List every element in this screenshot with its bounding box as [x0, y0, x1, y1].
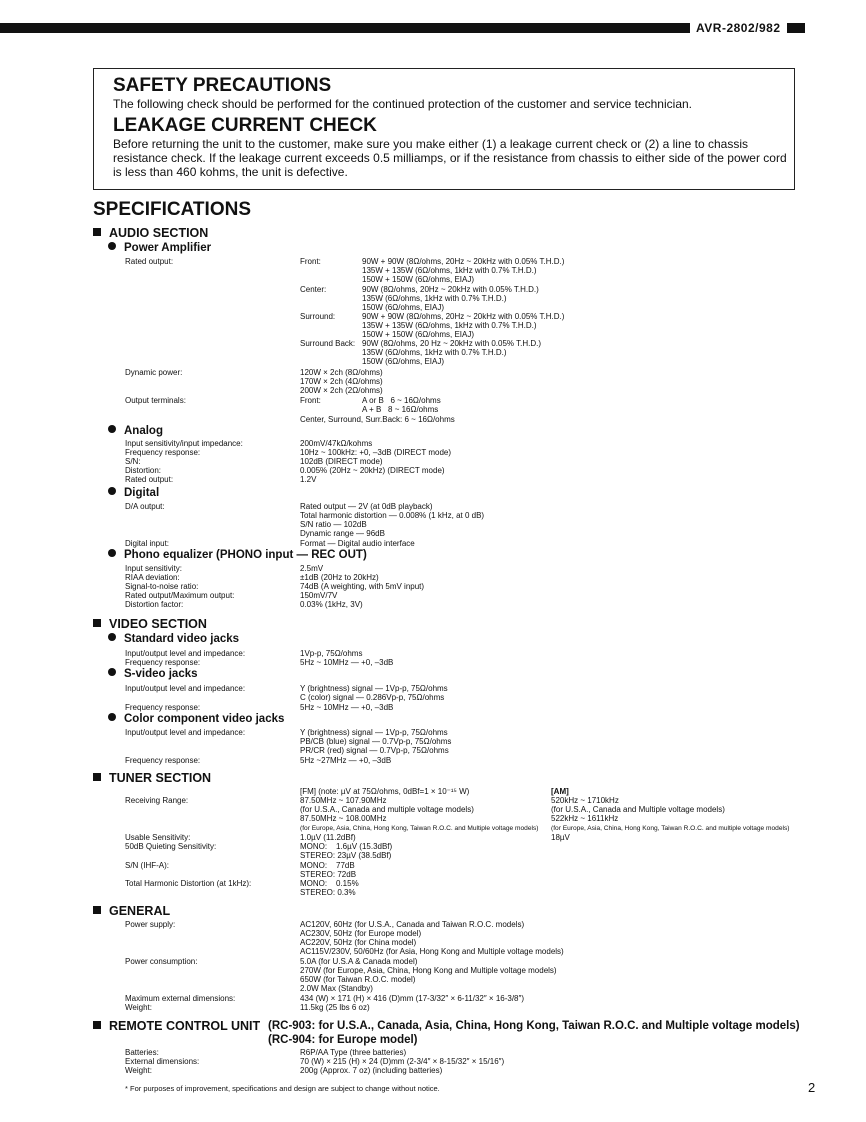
comp-freq-value: 5Hz ~27MHz — +0, –3dB	[300, 756, 392, 765]
square-bullet-icon	[93, 228, 101, 236]
analog-label-1: Input sensitivity/input impedance:	[125, 439, 243, 448]
sn-stereo: STEREO: 72dB	[300, 870, 357, 879]
fm-range-2: (for U.S.A., Canada and multiple voltage models)	[300, 805, 474, 814]
fm-range-1: 87.50MHz ~ 107.90MHz	[300, 796, 387, 805]
round-bullet-icon	[108, 425, 116, 433]
thd-stereo: STEREO: 0.3%	[300, 888, 356, 897]
safety-text: The following check should be performed for the continued protection of the customer and service technician.	[113, 97, 692, 111]
surround-line-1: 90W + 90W (8Ω/ohms, 20Hz ~ 20kHz with 0.05% T.H.D.)	[362, 312, 565, 321]
leakage-title: LEAKAGE CURRENT CHECK	[113, 115, 377, 136]
specifications-title: SPECIFICATIONS	[93, 199, 251, 220]
std-io-label: Input/output level and impedance:	[125, 649, 246, 658]
phono-value-3: 74dB (A weighting, with 5mV input)	[300, 582, 425, 591]
surround-back-line-2: 135W (6Ω/ohms, 1kHz with 0.7% T.H.D.)	[362, 348, 507, 357]
dynamic-line-3: 200W × 2ch (2Ω/ohms)	[300, 386, 383, 395]
center-line-2: 135W (6Ω/ohms, 1kHz with 0.7% T.H.D.)	[362, 294, 507, 303]
analog-value-4: 0.005% (20Hz ~ 20kHz) (DIRECT mode)	[300, 466, 445, 475]
surround-back-label: Surround Back:	[300, 339, 356, 348]
dynamic-power-label: Dynamic power:	[125, 368, 183, 377]
dimensions-value: 434 (W) × 171 (H) × 416 (D)mm (17-3/32″ × 6-11/32″ × 16-3/8″)	[300, 994, 524, 1003]
general-section-heading: GENERAL	[93, 904, 170, 918]
header-bar-tail	[787, 23, 805, 33]
consumption-line-1: 5.0A (for U.S.A & Canada model)	[300, 957, 418, 966]
remote-value-3: 200g (Approx. 7 oz) (including batteries)	[300, 1066, 443, 1075]
square-bullet-icon	[93, 1021, 101, 1029]
component-video-heading: Color component video jacks	[108, 713, 284, 726]
fm-range-note: (for Europe, Asia, China, Hong Kong, Taiwan R.O.C. and Multiple voltage models)	[300, 825, 539, 832]
analog-label-3: S/N:	[125, 457, 141, 466]
std-freq-label: Frequency response:	[125, 658, 201, 667]
da-output-label: D/A output:	[125, 502, 165, 511]
phono-value-2: ±1dB (20Hz to 20kHz)	[300, 573, 379, 582]
comp-io-1: Y (brightness) signal — 1Vp-p, 75Ω/ohms	[300, 728, 448, 737]
thd-label: Total Harmonic Distortion (at 1kHz):	[125, 879, 252, 888]
am-range-1: 520kHz ~ 1710kHz	[551, 796, 619, 805]
phono-value-1: 2.5mV	[300, 564, 324, 573]
center-label: Center:	[300, 285, 327, 294]
da-line-2: Total harmonic distortion — 0.008% (1 kHz, at 0 dB)	[300, 511, 485, 520]
svideo-io-1: Y (brightness) signal — 1Vp-p, 75Ω/ohms	[300, 684, 448, 693]
leakage-text: Before returning the unit to the customer, make sure you make either (1) a leakage current check or (2) a line to chassis resistance check. If the leakage current exceeds 0.5 milliamps, or if the resistance from chassis to either side of the power cord is less than 460 kohms, the unit is defective.	[113, 137, 787, 179]
quieting-label: 50dB Quieting Sensitivity:	[125, 842, 217, 851]
center-line-1: 90W (8Ω/ohms, 20Hz ~ 20kHz with 0.05% T.H.D.)	[362, 285, 539, 294]
am-heading: [AM]	[551, 787, 569, 796]
phono-label-1: Input sensitivity:	[125, 564, 182, 573]
svideo-io-label: Input/output level and impedance:	[125, 684, 246, 693]
weight-value: 11.5kg (25 lbs 6 oz)	[300, 1003, 370, 1012]
quieting-stereo: STEREO: 23µV (38.5dBf)	[300, 851, 392, 860]
analog-label-2: Frequency response:	[125, 448, 201, 457]
power-supply-label: Power supply:	[125, 920, 176, 929]
usable-am: 18µV	[551, 833, 570, 842]
surround-back-line-1: 90W (8Ω/ohms, 20 Hz ~ 20kHz with 0.05% T.H.D.)	[362, 339, 542, 348]
analog-label-5: Rated output:	[125, 475, 174, 484]
power-consumption-label: Power consumption:	[125, 957, 198, 966]
analog-label-4: Distortion:	[125, 466, 162, 475]
remote-model-1: (RC-903: for U.S.A., Canada, Asia, China, Hong Kong, Taiwan R.O.C. and Multiple voltage models)	[268, 1020, 800, 1032]
digital-input-label: Digital input:	[125, 539, 170, 548]
tuner-section-heading: TUNER SECTION	[93, 771, 211, 785]
surround-line-2: 135W + 135W (6Ω/ohms, 1kHz with 0.7% T.H.D.)	[362, 321, 537, 330]
svideo-freq-label: Frequency response:	[125, 703, 201, 712]
sn-label: S/N (IHF-A):	[125, 861, 169, 870]
remote-section-heading: REMOTE CONTROL UNIT	[93, 1019, 260, 1033]
footnote: * For purposes of improvement, specifications and design are subject to change without notice.	[125, 1084, 440, 1093]
analog-value-5: 1.2V	[300, 475, 317, 484]
usable-fm: 1.0µV (11.2dBf)	[300, 833, 356, 842]
consumption-line-4: 2.0W Max (Standby)	[300, 984, 373, 993]
std-freq-value: 5Hz ~ 10MHz — +0, –3dB	[300, 658, 394, 667]
remote-value-2: 70 (W) × 215 (H) × 24 (D)mm (2-3/4″ × 8-15/32″ × 15/16″)	[300, 1057, 505, 1066]
digital-heading: Digital	[108, 487, 159, 500]
header-model: AVR-2802/982	[696, 21, 781, 35]
fm-range-3: 87.50MHz ~ 108.00MHz	[300, 814, 387, 823]
analog-value-2: 10Hz ~ 100kHz: +0, –3dB (DIRECT mode)	[300, 448, 452, 457]
page-number: 2	[808, 1080, 816, 1095]
svideo-freq-value: 5Hz ~ 10MHz — +0, –3dB	[300, 703, 394, 712]
quieting-mono: MONO: 1.6µV (15.3dBf)	[300, 842, 393, 851]
video-section-heading: VIDEO SECTION	[93, 617, 207, 631]
round-bullet-icon	[108, 487, 116, 495]
safety-box	[93, 68, 795, 190]
front-label: Front:	[300, 257, 321, 266]
comp-freq-label: Frequency response:	[125, 756, 201, 765]
remote-label-1: Batteries:	[125, 1048, 159, 1057]
sn-mono: MONO: 77dB	[300, 861, 355, 870]
am-range-2: (for U.S.A., Canada and Multiple voltage models)	[551, 805, 725, 814]
remote-model-2: (RC-904: for Europe model)	[268, 1034, 418, 1046]
da-line-4: Dynamic range — 96dB	[300, 529, 385, 538]
fm-heading: [FM] (note: µV at 75Ω/ohms, 0dBf=1 × 10⁻¹⁵ W)	[300, 787, 470, 796]
analog-value-1: 200mV/47kΩ/kohms	[300, 439, 373, 448]
phono-label-4: Rated output/Maximum output:	[125, 591, 235, 600]
usable-sensitivity-label: Usable Sensitivity:	[125, 833, 191, 842]
std-io-value: 1Vp-p, 75Ω/ohms	[300, 649, 363, 658]
phono-heading: Phono equalizer (PHONO input — REC OUT)	[108, 549, 367, 562]
header-bar	[0, 23, 690, 33]
terminal-front-label: Front:	[300, 396, 321, 405]
comp-io-label: Input/output level and impedance:	[125, 728, 246, 737]
supply-line-1: AC120V, 60Hz (for U.S.A., Canada and Taiwan R.O.C. models)	[300, 920, 525, 929]
dynamic-line-1: 120W × 2ch (8Ω/ohms)	[300, 368, 383, 377]
round-bullet-icon	[108, 668, 116, 676]
am-range-3: 522kHz ~ 1611kHz	[551, 814, 619, 823]
square-bullet-icon	[93, 773, 101, 781]
surround-back-line-3: 150W (6Ω/ohms, EIAJ)	[362, 357, 445, 366]
round-bullet-icon	[108, 713, 116, 721]
phono-value-5: 0.03% (1kHz, 3V)	[300, 600, 363, 609]
square-bullet-icon	[93, 619, 101, 627]
audio-section-heading: AUDIO SECTION	[93, 226, 208, 240]
output-terminals-label: Output terminals:	[125, 396, 186, 405]
phono-label-3: Signal-to-noise ratio:	[125, 582, 199, 591]
weight-label: Weight:	[125, 1003, 152, 1012]
power-amp-heading: Power Amplifier	[108, 242, 211, 255]
safety-title: SAFETY PRECAUTIONS	[113, 75, 332, 96]
terminal-front-line-2: A + B 8 ~ 16Ω/ohms	[362, 405, 439, 414]
phono-value-4: 150mV/7V	[300, 591, 338, 600]
digital-input-value: Format — Digital audio interface	[300, 539, 415, 548]
analog-heading: Analog	[108, 425, 163, 438]
da-line-3: S/N ratio — 102dB	[300, 520, 367, 529]
terminal-other: Center, Surround, Surr.Back: 6 ~ 16Ω/ohms	[300, 415, 455, 424]
receiving-range-label: Receiving Range:	[125, 796, 189, 805]
supply-line-4: AC115V/230V, 50/60Hz (for Asia, Hong Kong and Multiple voltage models)	[300, 947, 564, 956]
remote-label-2: External dimensions:	[125, 1057, 200, 1066]
svideo-io-2: C (color) signal — 0.286Vp-p, 75Ω/ohms	[300, 693, 445, 702]
standard-video-heading: Standard video jacks	[108, 633, 239, 646]
round-bullet-icon	[108, 633, 116, 641]
consumption-line-3: 650W (for Taiwan R.O.C. model)	[300, 975, 416, 984]
front-line-3: 150W + 150W (6Ω/ohms, EIAJ)	[362, 275, 475, 284]
round-bullet-icon	[108, 549, 116, 557]
analog-value-3: 102dB (DIRECT mode)	[300, 457, 383, 466]
supply-line-3: AC220V, 50Hz (for China model)	[300, 938, 417, 947]
header-model-block	[690, 21, 860, 35]
remote-label-3: Weight:	[125, 1066, 152, 1075]
comp-io-3: PR/CR (red) signal — 0.7Vp-p, 75Ω/ohms	[300, 746, 449, 755]
remote-value-1: R6P/AA Type (three batteries)	[300, 1048, 407, 1057]
svideo-heading: S-video jacks	[108, 668, 198, 681]
terminal-front-line-1: A or B 6 ~ 16Ω/ohms	[362, 396, 441, 405]
surround-line-3: 150W + 150W (6Ω/ohms, EIAJ)	[362, 330, 475, 339]
phono-label-2: RIAA deviation:	[125, 573, 180, 582]
comp-io-2: PB/CB (blue) signal — 0.7Vp-p, 75Ω/ohms	[300, 737, 452, 746]
surround-label: Surround:	[300, 312, 336, 321]
rated-output-label: Rated output:	[125, 257, 174, 266]
round-bullet-icon	[108, 242, 116, 250]
phono-label-5: Distortion factor:	[125, 600, 184, 609]
square-bullet-icon	[93, 906, 101, 914]
center-line-3: 150W (6Ω/ohms, EIAJ)	[362, 303, 445, 312]
front-line-2: 135W + 135W (6Ω/ohms, 1kHz with 0.7% T.H.D.)	[362, 266, 537, 275]
front-line-1: 90W + 90W (8Ω/ohms, 20Hz ~ 20kHz with 0.05% T.H.D.)	[362, 257, 565, 266]
supply-line-2: AC230V, 50Hz (for Europe model)	[300, 929, 422, 938]
dynamic-line-2: 170W × 2ch (4Ω/ohms)	[300, 377, 383, 386]
da-line-1: Rated output — 2V (at 0dB playback)	[300, 502, 433, 511]
consumption-line-2: 270W (for Europe, Asia, China, Hong Kong and Multiple voltage models)	[300, 966, 557, 975]
dimensions-label: Maximum external dimensions:	[125, 994, 236, 1003]
thd-mono: MONO: 0.15%	[300, 879, 359, 888]
am-range-note: (for Europe, Asia, China, Hong Kong, Taiwan R.O.C. and multiple voltage models)	[551, 825, 790, 832]
